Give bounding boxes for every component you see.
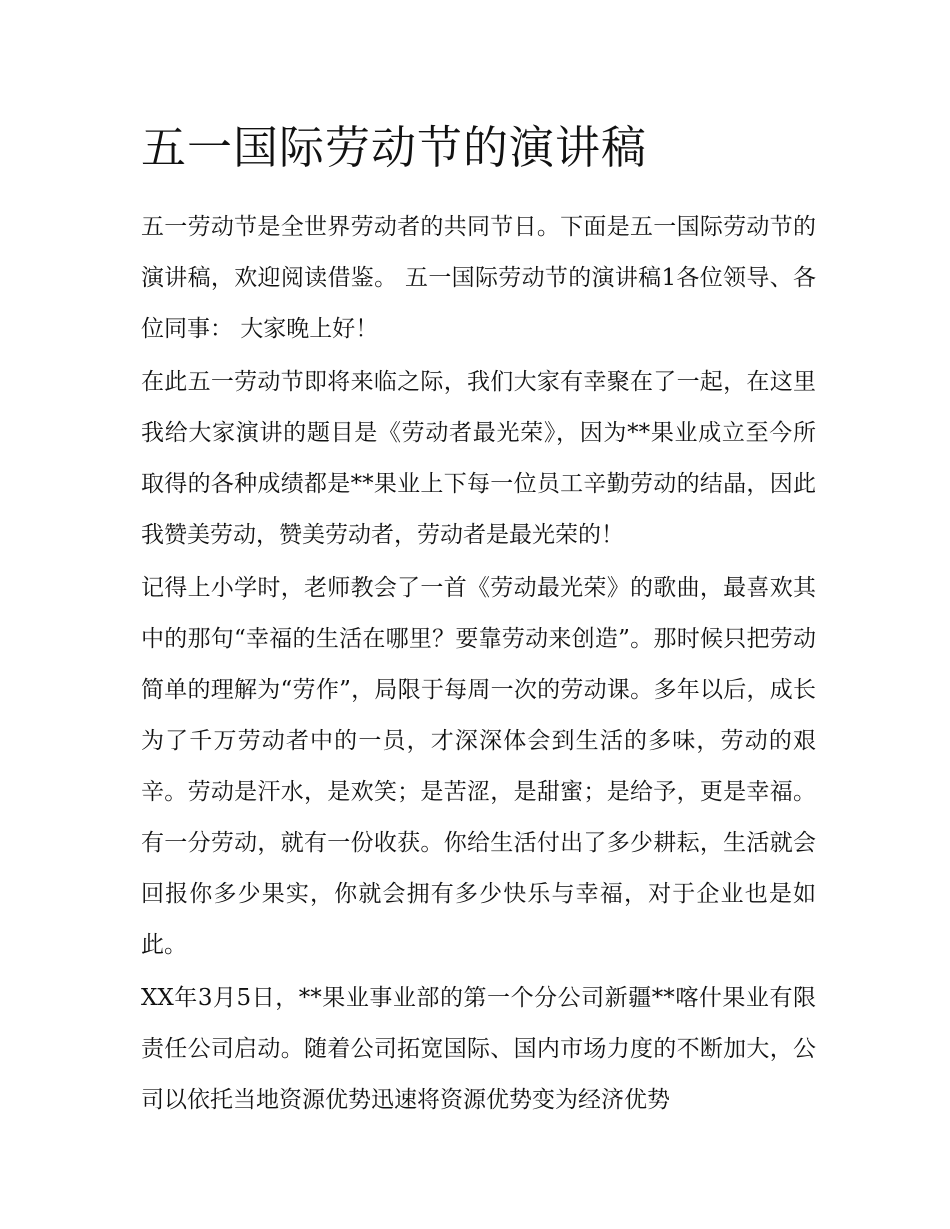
document-page — [141, 112, 816, 1128]
paragraph-occasion: 在此五一劳动节即将来临之际，我们大家有幸聚在了一起，在这里我给大家演讲的题目是《劳动者最光荣》，因为**果业成立至今所取得的各种成绩都是**果业上下每一位员工辛勤劳动的结晶，因此我赞美劳动，赞美劳动者，劳动者是最光荣的！ — [141, 369, 816, 548]
paragraph-memory: 记得上小学时，老师教会了一首《劳动最光荣》的歌曲，最喜欢其中的那句“幸福的生活在哪里？要靠劳动来创造”。那时候只把劳动简单的理解为“劳作”，局限于每周一次的劳动课。多年以后，成长为了千万劳动者中的一员，才深深体会到生活的多味，劳动的艰辛。劳动是汗水，是欢笑；是苦涩，是甜蜜；是给予，更是幸福。有一分劳动，就有一份收获。你给生活付出了多少耕耘，生活就会回报你多少果实，你就会拥有多少快乐与幸福，对于企业也是如此。 — [141, 575, 816, 958]
document-title: 五一国际劳动节的演讲稿 — [141, 121, 648, 174]
paragraph-intro: 五一劳动节是全世界劳动者的共同节日。下面是五一国际劳动节的演讲稿，欢迎阅读借鉴。 五一国际劳动节的演讲稿1各位领导、各位同事： 大家晚上好！ — [141, 214, 816, 342]
paragraph-company: XX年3月5日，**果业事业部的第一个分公司新疆**喀什果业有限责任公司启动。随着公司拓宽国际、国内市场力度的不断加大，公司以依托当地资源优势迅速将资源优势变为经济优势 — [141, 985, 816, 1113]
